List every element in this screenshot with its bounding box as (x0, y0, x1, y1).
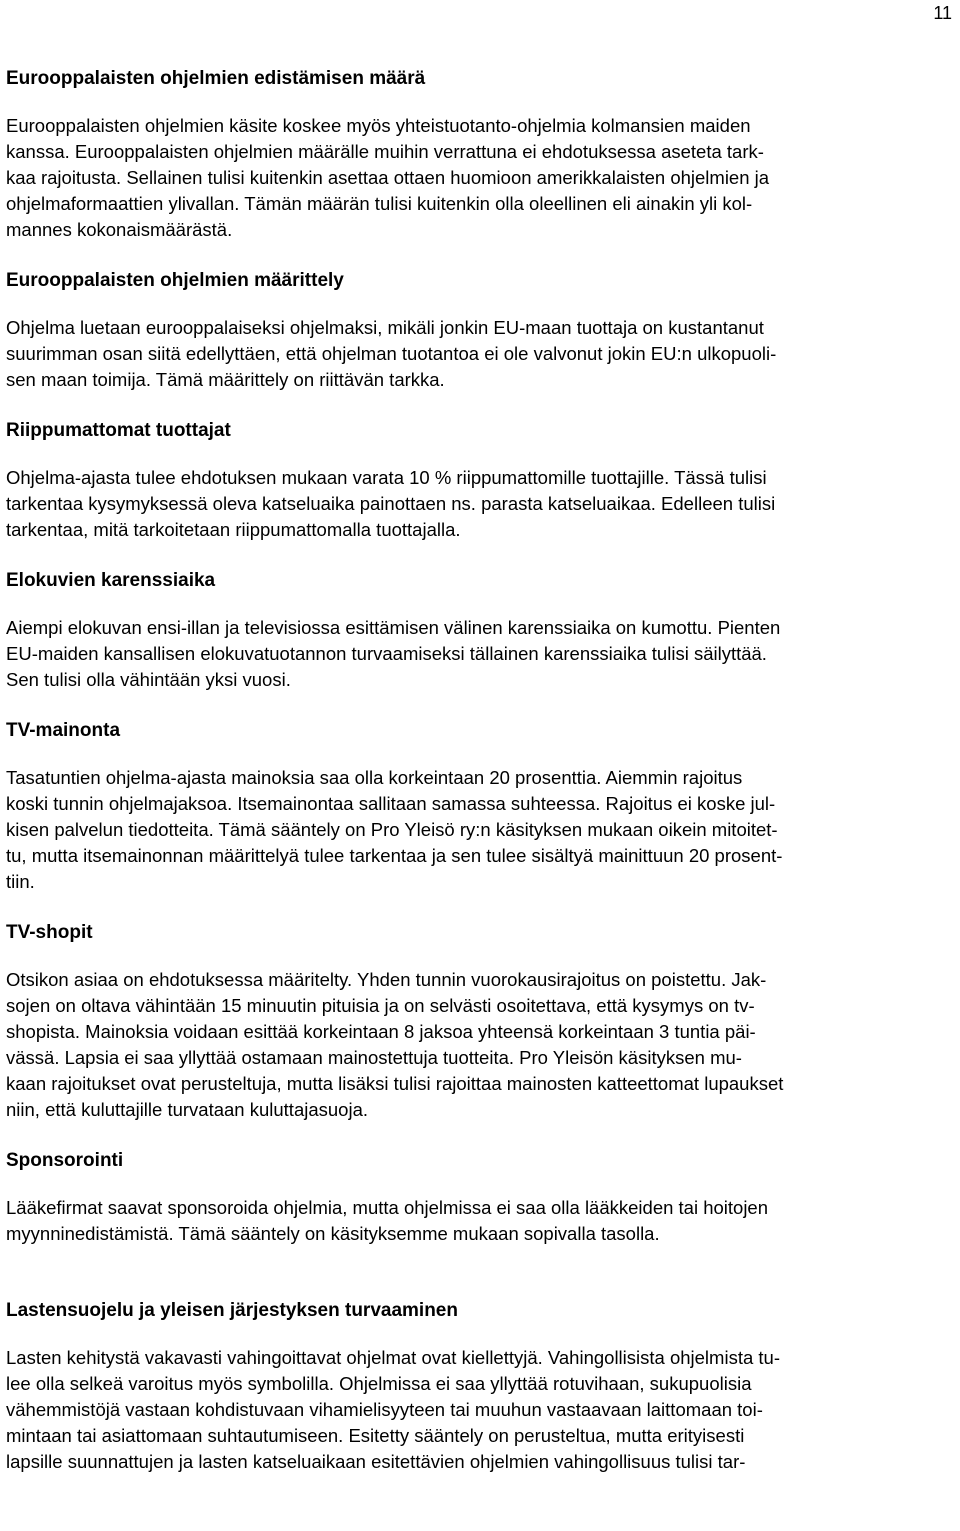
section-paragraph (6, 615, 960, 693)
text-line: sen maan toimija. Tämä määrittely on riittävän tarkka. (6, 369, 445, 390)
section-heading: TV-shopit (6, 922, 93, 943)
text-line: koski tunnin ohjelmajaksoa. Itsemainontaa sallitaan samassa suhteessa. Rajoitus ei koske jul- (6, 793, 776, 814)
section-heading: TV-mainonta (6, 720, 121, 741)
text-line: vähemmistöjä vastaan kohdistuvaan vihamielisyyteen tai muuhun vastaavaan laittomaan toi- (6, 1399, 763, 1420)
section-heading: Lastensuojelu ja yleisen järjestyksen turvaaminen (6, 1300, 458, 1321)
text-line: kaan rajoitukset ovat perusteltuja, mutta lisäksi tulisi rajoittaa mainosten katteettomat lupaukset (6, 1073, 784, 1094)
text-line: Tasatuntien ohjelma-ajasta mainoksia saa olla korkeintaan 20 prosenttia. Aiemmin rajoitus (6, 767, 743, 788)
document-body (6, 66, 960, 1500)
text-line: EU-maiden kansallisen elokuvatuotannon turvaamiseksi tällainen karenssiaika tulisi säilyttää. (6, 643, 767, 664)
section-film-holdback (6, 568, 960, 693)
text-line: kisen palvelun tiedotteita. Tämä sääntely on Pro Yleisö ry:n käsityksen mukaan oikein mitoitet- (6, 819, 778, 840)
text-line: Sen tulisi olla vähintään yksi vuosi. (6, 669, 291, 690)
section-tv-advertising (6, 718, 960, 895)
text-line: niin, että kuluttajille turvataan kuluttajasuoja. (6, 1099, 368, 1120)
text-line: kaa rajoitusta. Sellainen tulisi kuitenkin asettaa ottaen huomioon amerikkalaisten ohjelmien ja (6, 167, 770, 188)
text-line: Lasten kehitystä vakavasti vahingoittavat ohjelmat ovat kiellettyjä. Vahingollisista ohjelmista tu- (6, 1347, 780, 1368)
text-line: kanssa. Eurooppalaisten ohjelmien määrälle muihin verrattuna ei ehdotuksessa aseteta tark- (6, 141, 764, 162)
text-line: tu, mutta itsemainonnan määrittelyä tulee tarkentaa ja sen tulee sisältyä mainittuun 20 prosent- (6, 845, 783, 866)
page-number: 11 (933, 3, 952, 23)
text-line: Aiempi elokuvan ensi-illan ja televisiossa esittämisen välinen karenssiaika on kumottu. Pienten (6, 617, 781, 638)
section-paragraph (6, 765, 960, 895)
text-line: Otsikon asiaa on ehdotuksessa määritelty. Yhden tunnin vuorokausirajoitus on poistettu. Jak- (6, 969, 767, 990)
section-child-protection (6, 1298, 960, 1475)
text-line: tarkentaa, mitä tarkoitetaan riippumattomalla tuottajalla. (6, 519, 461, 540)
section-heading: Sponsorointi (6, 1150, 124, 1171)
section-paragraph (6, 315, 960, 393)
text-line: Lääkefirmat saavat sponsoroida ohjelmia, mutta ohjelmissa ei saa olla lääkkeiden tai hoitojen (6, 1197, 769, 1218)
text-line: tiin. (6, 871, 35, 892)
section-independent-producers (6, 418, 960, 543)
section-heading: Eurooppalaisten ohjelmien määrittely (6, 270, 344, 291)
section-paragraph (6, 113, 960, 243)
text-line: sojen on oltava vähintään 15 minuutin pituisia ja on selvästi osoitettava, että kysymys on tv- (6, 995, 755, 1016)
text-line: suurimman osan siitä edellyttäen, että ohjelman tuotantoa ei ole valvonut jokin EU:n ulkopuoli- (6, 343, 777, 364)
text-line: Ohjelma luetaan eurooppalaiseksi ohjelmaksi, mikäli jonkin EU-maan tuottaja on kustantanut (6, 317, 764, 338)
text-line: mintaan tai asiattomaan suhtautumiseen. Esitetty sääntely on perusteltua, mutta erityisesti (6, 1425, 745, 1446)
text-line: myynninedistämistä. Tämä sääntely on käsityksemme mukaan sopivalla tasolla. (6, 1223, 660, 1244)
text-line: lapsille suunnattujen ja lasten katseluaikaan esitettävien ohjelmien vahingollisuus tulisi tar- (6, 1451, 746, 1472)
section-european-programmes-definition (6, 268, 960, 393)
section-paragraph (6, 465, 960, 543)
text-line: ohjelmaformaattien ylivallan. Tämän määrän tulisi kuitenkin olla oleellinen eli ainakin yli kol- (6, 193, 753, 214)
section-spacer (6, 1272, 960, 1298)
section-heading: Elokuvien karenssiaika (6, 570, 216, 591)
section-paragraph (6, 1345, 960, 1475)
text-line: mannes kokonaismäärästä. (6, 219, 233, 240)
text-line: Eurooppalaisten ohjelmien käsite koskee myös yhteistuotanto-ohjelmia kolmansien maiden (6, 115, 751, 136)
section-european-programmes-amount (6, 66, 960, 243)
text-line: Ohjelma-ajasta tulee ehdotuksen mukaan varata 10 % riippumattomille tuottajille. Tässä tulisi (6, 467, 767, 488)
section-sponsorship (6, 1148, 960, 1247)
section-paragraph (6, 1195, 960, 1247)
section-heading: Eurooppalaisten ohjelmien edistämisen määrä (6, 68, 426, 89)
section-heading: Riippumattomat tuottajat (6, 420, 231, 441)
section-paragraph (6, 967, 960, 1123)
text-line: tarkentaa kysymyksessä oleva katseluaika painottaen ns. parasta katseluaikaa. Edelleen tulisi (6, 493, 776, 514)
text-line: shopista. Mainoksia voidaan esittää korkeintaan 8 jaksoa yhteensä korkeintaan 3 tuntia päi- (6, 1021, 756, 1042)
section-tv-shopping (6, 920, 960, 1123)
text-line: lee olla selkeä varoitus myös symbolilla. Ohjelmissa ei saa yllyttää rotuvihaan, sukupuolisia (6, 1373, 752, 1394)
text-line: vässä. Lapsia ei saa yllyttää ostamaan mainostettuja tuotteita. Pro Yleisön käsityksen mu- (6, 1047, 742, 1068)
